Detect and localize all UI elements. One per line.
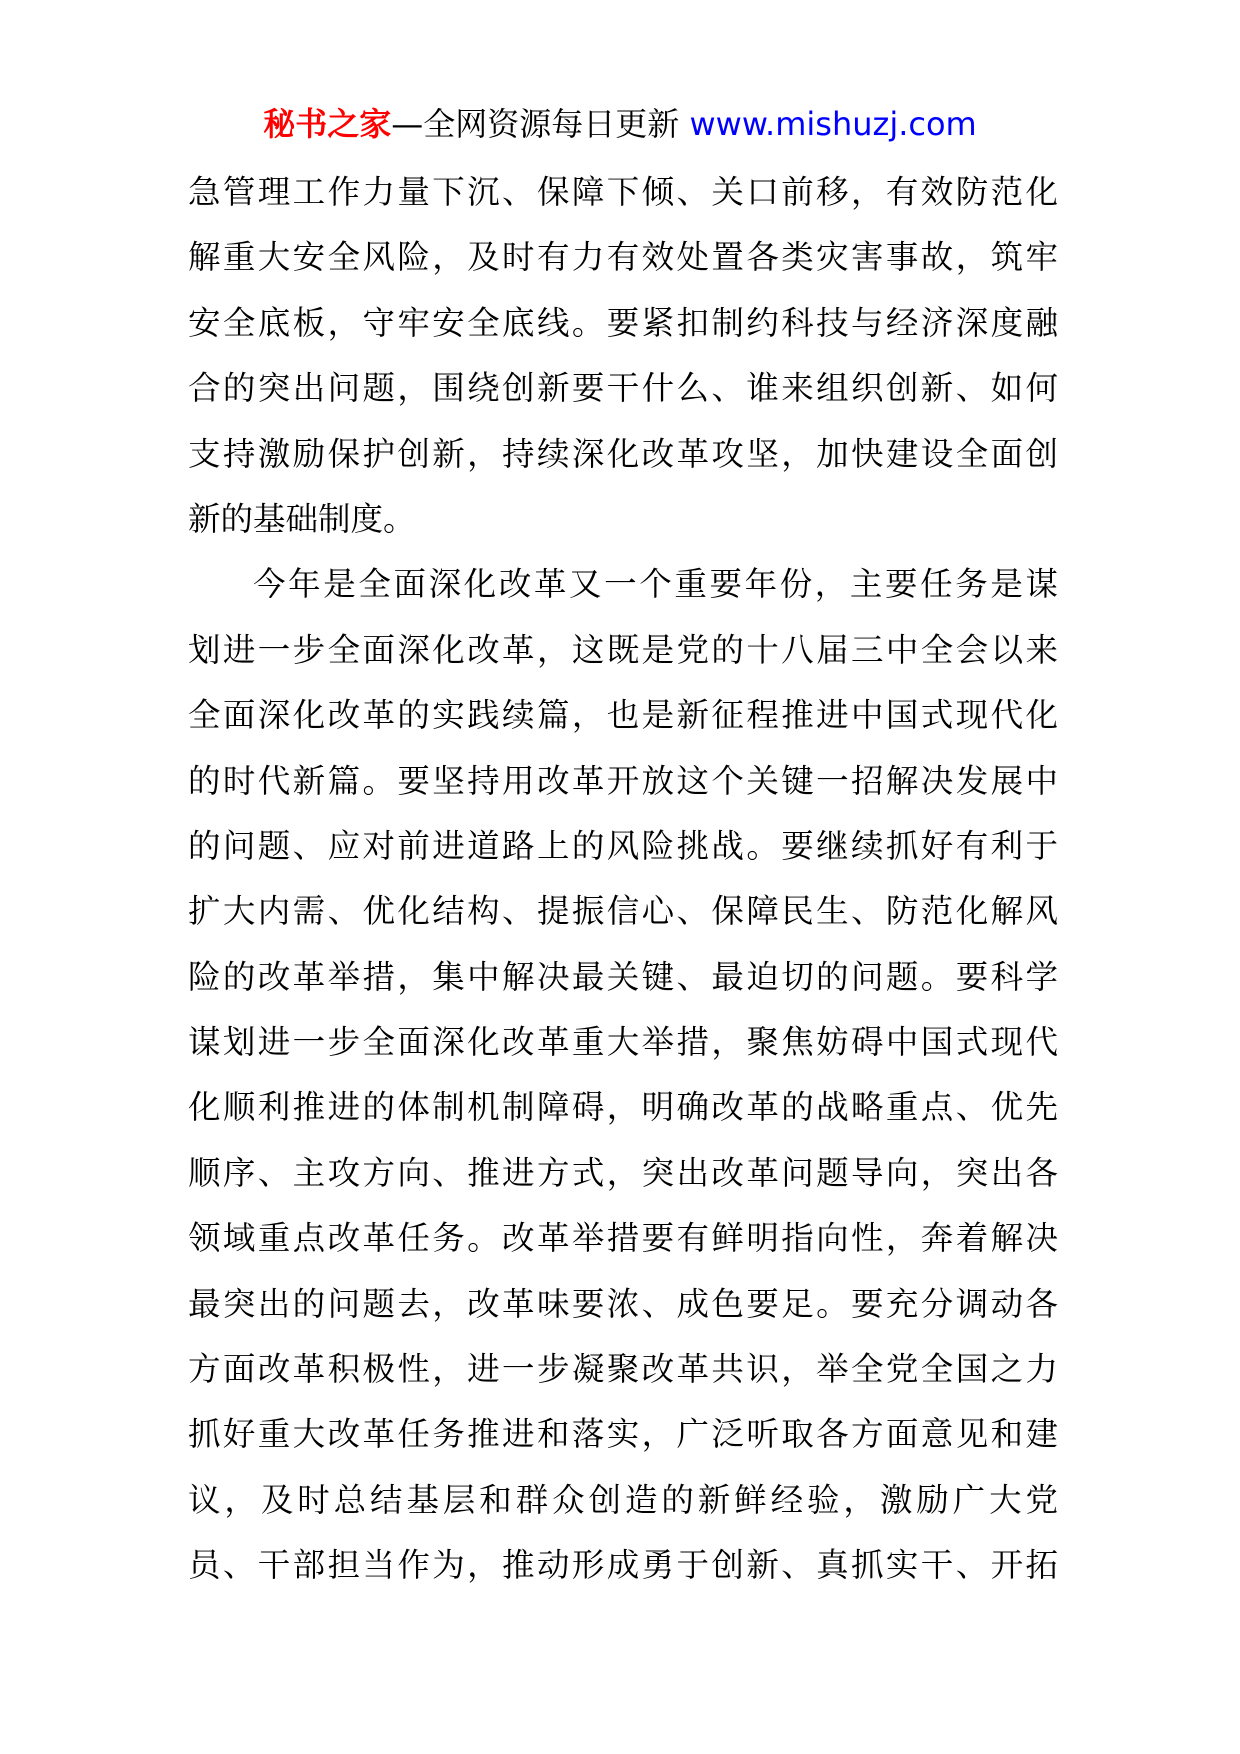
site-header bbox=[0, 102, 1240, 146]
text-line: 的问题、应对前进道路上的风险挑战。要继续抓好有利于 bbox=[188, 826, 1058, 865]
text-line: 顺序、主攻方向、推进方式，突出改革问题导向，突出各 bbox=[188, 1153, 1058, 1192]
text-line: 领域重点改革任务。改革举措要有鲜明指向性，奔着解决 bbox=[188, 1219, 1058, 1258]
text-line: 新的基础制度。 bbox=[188, 499, 416, 538]
text-line: 抓好重大改革任务推进和落实，广泛听取各方面意见和建 bbox=[188, 1415, 1058, 1454]
text-line: 化顺利推进的体制机制障碍，明确改革的战略重点、优先 bbox=[188, 1088, 1058, 1127]
site-url-link[interactable]: www.mishuzj.com bbox=[689, 105, 977, 143]
text-line: 安全底板，守牢安全底线。要紧扣制约科技与经济深度融 bbox=[188, 303, 1058, 342]
text-line: 谋划进一步全面深化改革重大举措，聚焦妨碍中国式现代 bbox=[188, 1023, 1058, 1062]
text-line: 合的突出问题，围绕创新要干什么、谁来组织创新、如何 bbox=[188, 369, 1058, 408]
site-tagline: —全网资源每日更新 bbox=[391, 105, 690, 143]
text-line: 险的改革举措，集中解决最关键、最迫切的问题。要科学 bbox=[188, 957, 1058, 996]
text-line: 扩大内需、优化结构、提振信心、保障民生、防范化解风 bbox=[188, 892, 1058, 931]
text-line: 方面改革积极性，进一步凝聚改革共识，举全党全国之力 bbox=[188, 1350, 1058, 1389]
text-line: 全面深化改革的实践续篇，也是新征程推进中国式现代化 bbox=[188, 696, 1058, 735]
text-line: 的时代新篇。要坚持用改革开放这个关键一招解决发展中 bbox=[188, 761, 1058, 800]
document-body bbox=[188, 160, 1058, 1599]
paragraph-first-line: 今年是全面深化改革又一个重要年份，主要任务是谋 bbox=[253, 565, 1058, 604]
text-line: 解重大安全风险，及时有力有效处置各类灾害事故，筑牢 bbox=[188, 238, 1058, 277]
site-brand: 秘书之家 bbox=[263, 105, 392, 143]
text-line: 支持激励保护创新，持续深化改革攻坚，加快建设全面创 bbox=[188, 434, 1058, 473]
text-line: 员、干部担当作为，推动形成勇于创新、真抓实干、开拓 bbox=[188, 1546, 1058, 1585]
text-line: 议，及时总结基层和群众创造的新鲜经验，激励广大党 bbox=[188, 1480, 1058, 1519]
text-line: 急管理工作力量下沉、保障下倾、关口前移，有效防范化 bbox=[188, 173, 1058, 211]
text-line: 最突出的问题去，改革味要浓、成色要足。要充分调动各 bbox=[188, 1284, 1058, 1323]
text-line: 划进一步全面深化改革，这既是党的十八届三中全会以来 bbox=[188, 630, 1058, 669]
